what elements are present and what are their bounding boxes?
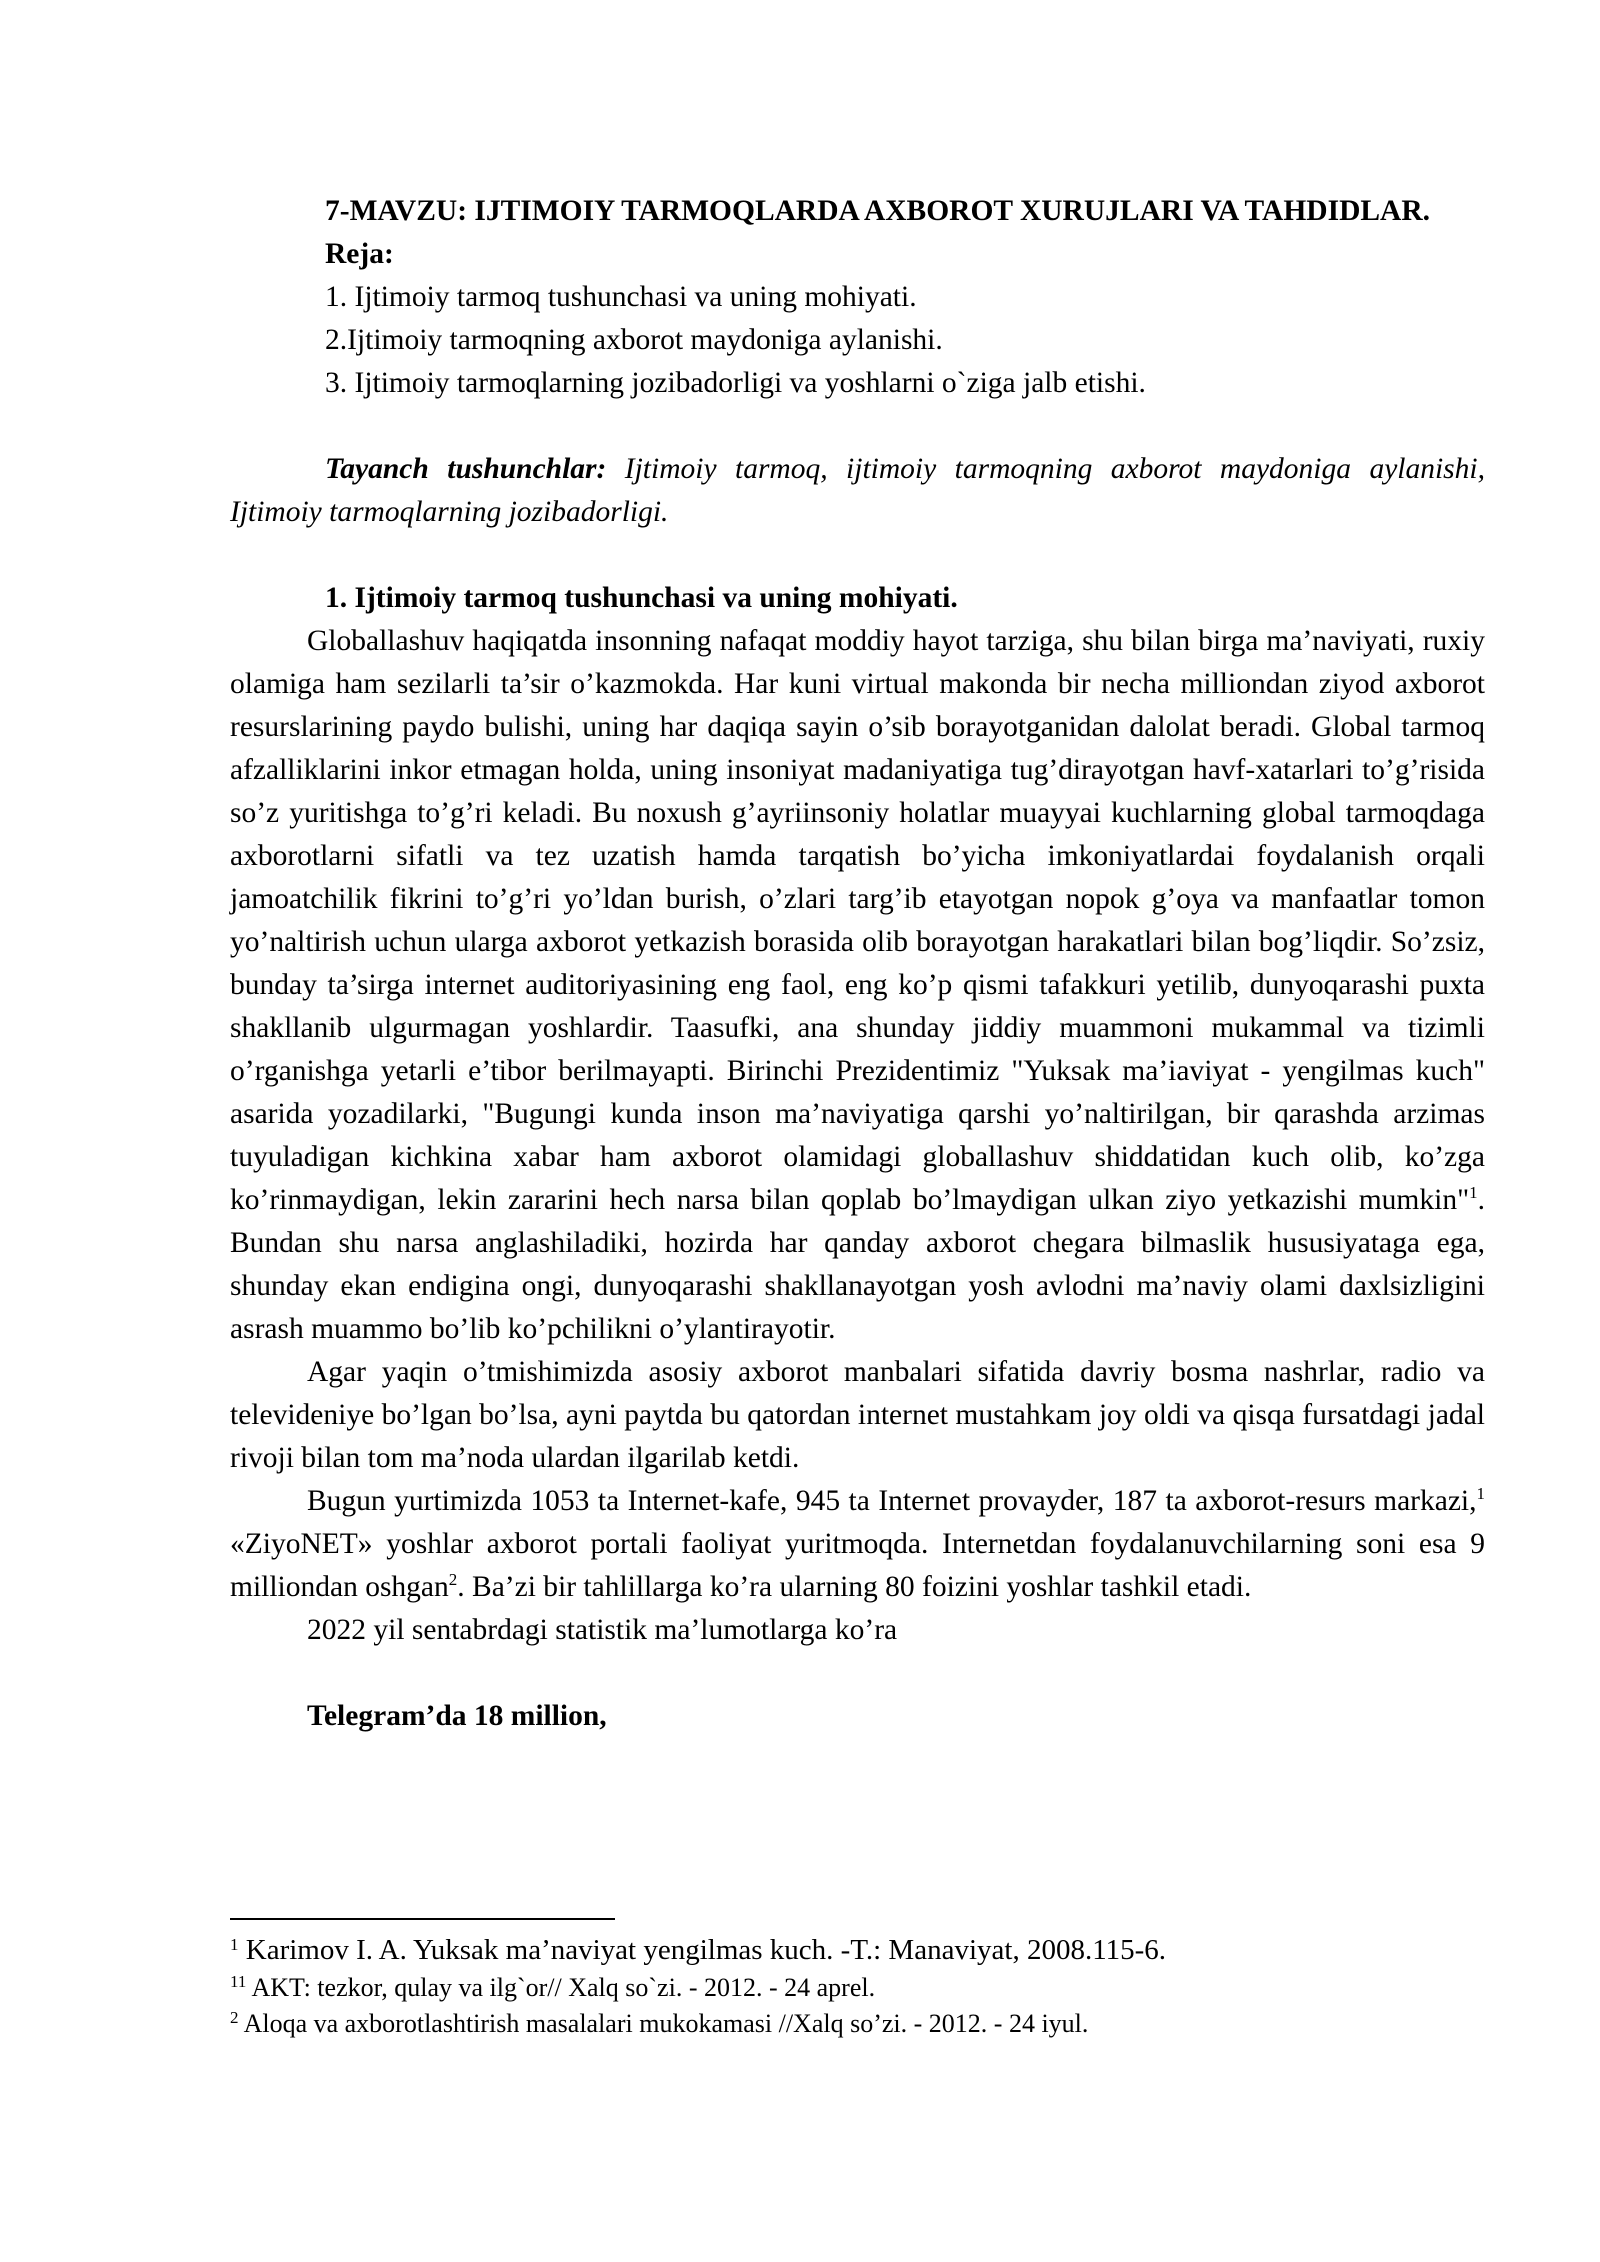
footnote-number: 1 (230, 1935, 239, 1954)
footnote-marker: 1 (1476, 1484, 1485, 1503)
body-paragraph (230, 1480, 1485, 1609)
footnote-text: AKT: tezkor, qulay va ilg`or// Xalq so`zi. - 2012. - 24 aprel. (246, 1973, 876, 2002)
footnote-text: Aloqa va axborotlashtirish masalalari mukokamasi //Xalq so’zi. - 2012. - 24 iyul. (238, 2009, 1089, 2038)
footnote-number: 11 (230, 1972, 247, 1991)
plan-item: 1. Ijtimoiy tarmoq tushunchasi va uning mohiyati. (325, 281, 917, 313)
paragraph-text: Globallashuv haqiqatda insonning nafaqat moddiy hayot tarziga, shu bilan birga ma’naviyati, ruxiy olamiga ham sezilarli ta’sir o’kazmokda. Har kuni virtual makonda bir necha milliondan ziyod axborot resurslarining paydo bulishi, uning har daqiqa sayin o’sib borayotganidan dalolat beradi. Global tarmoq afzalliklarini inkor etmagan holda, uning insoniyat madaniyatiga tug’dirayotgan havf-xatarlari to’g’risida so’z yuritishga to’g’ri keladi. Bu noxush g’ayriinsoniy holatlar muayyai kuchlarning global tarmoqdaga axborotlarni sifatli va tez uzatish hamda tarqatish bo’yicha imkoniyatlardai foydalanish orqali jamoatchilik fikrini to’g’ri yo’ldan burish, o’zlari targ’ib etayotgan nopok g’oya va manfaatlar tomon yo’naltirish uchun ularga axborot yetkazish borasida olib borayotgan harakatlari bilan bog’liqdir. So’zsiz, bunday ta’sirga internet auditoriyasining eng faol, eng ko’p qismi tafakkuri yetilib, dunyoqarashi puxta shakllanib ulgurmagan yoshlardir. Taasufki, ana shunday jiddiy muammoni mukammal va tizimli o’rganishga yetarli e’tibor berilmayapti. Birinchi Prezidentimiz "Yuksak ma’iaviyat - yengilmas kuch" asarida yozadilarki, "Bugungi kunda inson ma’naviyatiga qarshi yo’naltirilgan, bir qarashda arzimas tuyuladigan kichkina xabar ham axborot olamidagi globallashuv shiddatidan kuch olib, ko’zga ko’rinmaydigan, lekin zararini hech narsa bilan qoplab bo’lmaydigan ulkan ziyo yetkazishi mumkin" (230, 625, 1485, 1216)
key-concepts-text: Ijtimoiy tarmoq, ijtimoiy tarmoqning axborot maydoniga aylanishi, Ijtimoiy tarmoqlarning jozibadorligi. (230, 453, 1485, 528)
document-title: 7-MAVZU: IJTIMOIY TARMOQLARDA AXBOROT XURUJLARI VA TAHDIDLAR. (325, 195, 1431, 227)
footnote-marker: 1 (1469, 1183, 1478, 1202)
footnote (230, 1970, 1485, 2006)
footnote (230, 1930, 1485, 1970)
footnotes (230, 1930, 1485, 2042)
body-paragraph (230, 620, 1485, 1351)
plan-item: 2.Ijtimoiy tarmoqning axborot maydoniga aylanishi. (325, 324, 943, 356)
section-heading: 1. Ijtimoiy tarmoq tushunchasi va uning mohiyati. (325, 582, 958, 614)
body-paragraph: Agar yaqin o’tmishimizda asosiy axborot manbalari sifatida davriy bosma nashrlar, radio va televideniye bo’lgan bo’lsa, ayni paytda bu qatordan internet mustahkam joy oldi va qisqa fursatdagi jadal rivoji bilan tom ma’noda ulardan ilgarilab ketdi. (230, 1356, 1485, 1474)
paragraph-text: «ZiyoNET» yoshlar axborot portali faoliyat yuritmoqda. Internetdan foydalanuvchilarning soni esa 9 milliondan oshgan (230, 1528, 1485, 1603)
document-page (230, 190, 1485, 1738)
paragraph-text: . Ba’zi bir tahlillarga ko’ra ularning 80 foizini yoshlar tashkil etadi. (457, 1571, 1252, 1603)
telegram-stat-line: Telegram’da 18 million, (307, 1700, 607, 1732)
footnote-text: Karimov I. A. Yuksak ma’naviyat yengilmas kuch. -T.: Manaviyat, 2008.115-6. (238, 1934, 1167, 1966)
footnote-separator (230, 1918, 615, 1920)
paragraph-text: Bugun yurtimizda 1053 ta Internet-kafe, 945 ta Internet provayder, 187 ta axborot-resurs markazi, (307, 1485, 1477, 1517)
footnote-number: 2 (230, 2008, 239, 2027)
plan-item: 3. Ijtimoiy tarmoqlarning jozibadorligi va yoshlarni o`ziga jalb etishi. (325, 367, 1146, 399)
plan-label: Reja: (325, 238, 394, 270)
footnote-marker: 2 (448, 1570, 458, 1589)
plan-list (230, 276, 1485, 405)
key-concepts (230, 448, 1485, 534)
paragraph-text: . Bundan shu narsa anglashiladiki, hozirda har qanday axborot chegara bilmaslik hususiyataga ega, shunday ekan endigina ongi, dunyoqarashi shakllanayotgan yosh avlodni ma’naviy olami daxlsizligini asrash muammo bo’lib ko’pchilikni o’ylantirayotir. (230, 1184, 1485, 1345)
body-paragraph: 2022 yil sentabrdagi statistik ma’lumotlarga ko’ra (307, 1614, 898, 1646)
footnote (230, 2006, 1485, 2042)
key-concepts-label: Tayanch tushunchlar: (325, 453, 607, 485)
